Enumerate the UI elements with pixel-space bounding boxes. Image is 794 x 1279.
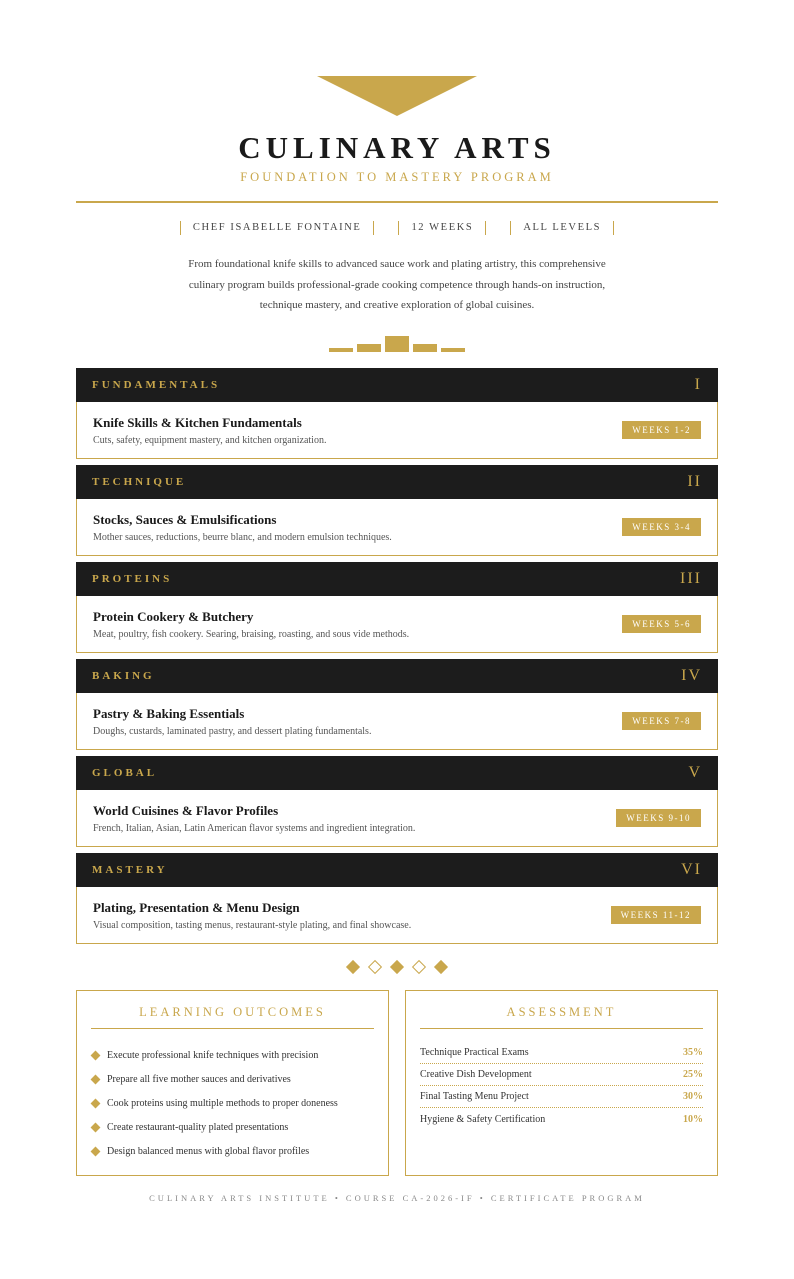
page-footer: CULINARY ARTS INSTITUTE • COURSE CA-2026-IF • CERTIFICATE PROGRAM (149, 1193, 645, 1203)
diamond-filled-icon (346, 960, 360, 974)
diamond-outline-icon (368, 960, 382, 974)
module-numeral: VI (681, 861, 702, 878)
module-description: Doughs, custards, laminated pastry, and dessert plating fundamentals. (93, 725, 372, 737)
table-row (420, 1086, 703, 1108)
module-body (76, 790, 718, 847)
assessment-list (420, 1042, 703, 1130)
module-header (76, 659, 718, 693)
outcome-text: Cook proteins using multiple methods to proper doneness (107, 1097, 338, 1109)
outcome-text: Execute professional knife techniques with precision (107, 1049, 319, 1061)
module-body (76, 887, 718, 944)
module-title: Stocks, Sauces & Emulsifications (93, 511, 277, 527)
ornament-bar (329, 348, 353, 352)
outcomes-title: LEARNING OUTCOMES (91, 991, 374, 1029)
list-item (91, 1115, 374, 1139)
module-technique (76, 465, 718, 556)
diamond-bullet-icon (91, 1050, 101, 1060)
module-weeks-badge: WEEKS 1-2 (622, 421, 701, 439)
module-body (76, 499, 718, 556)
list-item (91, 1139, 374, 1163)
module-weeks-badge: WEEKS 3-4 (622, 518, 701, 536)
module-header (76, 853, 718, 887)
bars-ornament (329, 336, 465, 352)
learning-outcomes-panel (76, 990, 389, 1176)
diamond-bullet-icon (91, 1146, 101, 1156)
module-global (76, 756, 718, 847)
module-title: World Cuisines & Flavor Profiles (93, 802, 279, 818)
ornament-bar (413, 344, 437, 352)
module-body (76, 402, 718, 459)
module-title: Pastry & Baking Essentials (93, 705, 245, 721)
module-numeral: IV (681, 667, 702, 684)
assessment-label: Hygiene & Safety Certification (420, 1113, 546, 1125)
module-body (76, 693, 718, 750)
outcome-text: Create restaurant-quality plated presentations (107, 1121, 289, 1133)
diamond-bullet-icon (91, 1098, 101, 1108)
diamonds-ornament (0, 960, 794, 974)
module-numeral: II (687, 473, 702, 490)
course-intro: From foundational knife skills to advanced sauce work and plating artistry, this comprehensive culinary program builds professional-grade cooking competence through hands-on instruction, technique mastery, and creative exploration of global cuisines. (188, 258, 606, 311)
table-row (420, 1064, 703, 1086)
page-subtitle: FOUNDATION TO MASTERY PROGRAM (240, 170, 554, 184)
meta-level: ALL LEVELS (510, 221, 614, 235)
module-weeks-badge: WEEKS 9-10 (616, 809, 701, 827)
list-item (91, 1043, 374, 1067)
module-title: Knife Skills & Kitchen Fundamentals (93, 414, 302, 430)
page-title: CULINARY ARTS (238, 130, 556, 165)
assessment-weight: 25% (683, 1069, 703, 1080)
meta-duration: 12 WEEKS (398, 221, 486, 235)
meta-instructor: CHEF ISABELLE FONTAINE (180, 221, 375, 235)
assessment-label: Technique Practical Exams (420, 1047, 529, 1058)
outcomes-list (91, 1043, 374, 1163)
outcome-text: Design balanced menus with global flavor profiles (107, 1145, 310, 1157)
module-numeral: III (680, 570, 702, 587)
module-category: BAKING (92, 670, 155, 682)
assessment-panel (405, 990, 718, 1176)
assessment-weight: 35% (683, 1047, 703, 1058)
module-body (76, 596, 718, 653)
module-description: Cuts, safety, equipment mastery, and kitchen organization. (93, 434, 327, 446)
module-description: Meat, poultry, fish cookery. Searing, braising, roasting, and sous vide methods. (93, 628, 410, 640)
assessment-weight: 30% (683, 1091, 703, 1102)
module-header (76, 368, 718, 402)
module-description: Visual composition, tasting menus, restaurant-style plating, and final showcase. (93, 919, 412, 931)
module-category: TECHNIQUE (92, 476, 187, 488)
module-numeral: V (688, 764, 702, 781)
module-title: Protein Cookery & Butchery (93, 608, 254, 624)
list-item (91, 1067, 374, 1091)
diamond-filled-icon (434, 960, 448, 974)
module-numeral: I (694, 376, 702, 393)
header-triangle-ornament (317, 76, 477, 116)
table-row (420, 1042, 703, 1064)
module-title: Plating, Presentation & Menu Design (93, 899, 300, 915)
module-category: GLOBAL (92, 767, 158, 779)
module-fundamentals (76, 368, 718, 459)
module-header (76, 465, 718, 499)
diamond-bullet-icon (91, 1074, 101, 1084)
table-row (420, 1108, 703, 1130)
module-category: FUNDAMENTALS (92, 379, 221, 391)
module-proteins (76, 562, 718, 653)
module-category: PROTEINS (92, 573, 173, 585)
course-meta (0, 221, 794, 235)
ornament-bar (357, 344, 381, 352)
module-weeks-badge: WEEKS 11-12 (611, 906, 701, 924)
diamond-outline-icon (412, 960, 426, 974)
module-description: Mother sauces, reductions, beurre blanc, and modern emulsion techniques. (93, 531, 392, 543)
assessment-weight: 10% (683, 1113, 703, 1125)
module-header (76, 562, 718, 596)
assessment-title: ASSESSMENT (420, 991, 703, 1029)
diamond-filled-icon (390, 960, 404, 974)
module-baking (76, 659, 718, 750)
outcome-text: Prepare all five mother sauces and derivatives (107, 1073, 291, 1085)
list-item (91, 1091, 374, 1115)
module-category: MASTERY (92, 864, 168, 876)
module-description: French, Italian, Asian, Latin American flavor systems and ingredient integration. (93, 822, 416, 834)
ornament-bar (385, 336, 409, 352)
assessment-label: Creative Dish Development (420, 1069, 532, 1080)
module-list (76, 368, 718, 950)
module-header (76, 756, 718, 790)
header-divider (76, 201, 718, 203)
assessment-label: Final Tasting Menu Project (420, 1091, 529, 1102)
module-weeks-badge: WEEKS 7-8 (622, 712, 701, 730)
module-weeks-badge: WEEKS 5-6 (622, 615, 701, 633)
module-mastery (76, 853, 718, 944)
diamond-bullet-icon (91, 1122, 101, 1132)
ornament-bar (441, 348, 465, 352)
